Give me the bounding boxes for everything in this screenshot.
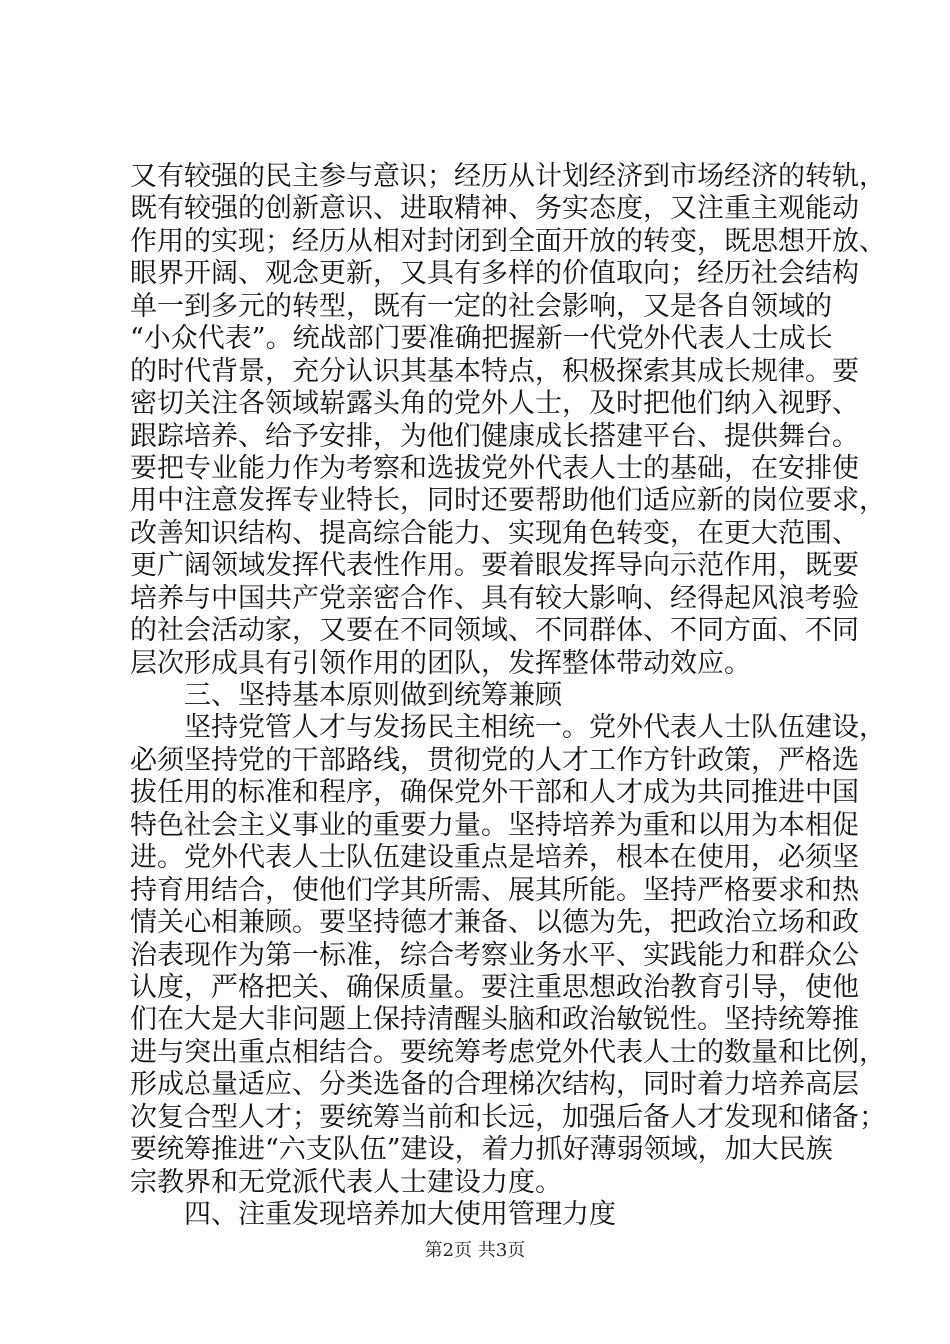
body-text-line: 的时代背景，充分认识其基本特点，积极探索其成长规律。要 bbox=[130, 356, 859, 387]
body-text-line: 情关心相兼顾。要坚持德才兼备、以德为先，把政治立场和政 bbox=[130, 907, 859, 938]
body-text-line: 治表现作为第一标准，综合考察业务水平、实践能力和群众公 bbox=[130, 940, 859, 971]
body-text-line: 又有较强的民主参与意识；经历从计划经济到市场经济的转轨， bbox=[130, 161, 886, 192]
body-text-line: “小众代表”。统战部门要准确把握新一代党外代表人士成长 bbox=[130, 323, 833, 354]
body-text-line: 次复合型人才；要统筹当前和长远，加强后备人才发现和储备； bbox=[130, 1102, 886, 1133]
body-text-line: 的社会活动家，又要在不同领域、不同群体、不同方面、不同 bbox=[130, 615, 859, 646]
body-text-line: 要把专业能力作为考察和选拔党外代表人士的基础，在安排使 bbox=[130, 453, 859, 484]
body-text-line: 宗教界和无党派代表人士建设力度。 bbox=[130, 1167, 562, 1198]
body-text-line: 眼界开阔、观念更新，又具有多样的价值取向；经历社会结构 bbox=[130, 258, 859, 289]
body-text-line: 单一到多元的转型，既有一定的社会影响，又是各自领域的 bbox=[130, 291, 832, 322]
body-text-line: 跟踪培养、给予安排，为他们健康成长搭建平台、提供舞台。 bbox=[130, 421, 859, 452]
body-text-line: 认度，严格把关、确保质量。要注重思想政治教育引导，使他 bbox=[130, 972, 859, 1003]
page-footer: 第2页 共3页 bbox=[424, 1240, 526, 1261]
section-heading: 四、注重发现培养加大使用管理力度 bbox=[184, 1199, 616, 1230]
body-text-line: 进与突出重点相结合。要统筹考虑党外代表人士的数量和比例， bbox=[130, 1037, 886, 1068]
paragraph-first-line: 坚持党管人才与发扬民主相统一。党外代表人士队伍建设， bbox=[184, 712, 886, 743]
body-text-line: 要统筹推进“六支队伍”建设，着力抓好薄弱领域，加大民族 bbox=[130, 1134, 833, 1165]
body-text-line: 培养与中国共产党亲密合作、具有较大影响、经得起风浪考验 bbox=[130, 583, 859, 614]
body-text-line: 层次形成具有引领作用的团队，发挥整体带动效应。 bbox=[130, 648, 751, 679]
body-text-line: 用中注意发挥专业特长，同时还要帮助他们适应新的岗位要求， bbox=[130, 485, 886, 516]
body-text-line: 持育用结合，使他们学其所需、展其所能。坚持严格要求和热 bbox=[130, 875, 859, 906]
body-text-line: 拔任用的标准和程序，确保党外干部和人才成为共同推进中国 bbox=[130, 777, 859, 808]
body-text-line: 改善知识结构、提高综合能力、实现角色转变，在更大范围、 bbox=[130, 518, 859, 549]
body-text-line: 作用的实现；经历从相对封闭到全面开放的转变，既思想开放、 bbox=[130, 226, 886, 257]
body-text-line: 形成总量适应、分类选备的合理梯次结构，同时着力培养高层 bbox=[130, 1069, 859, 1100]
section-heading: 三、坚持基本原则做到统筹兼顾 bbox=[184, 680, 562, 711]
body-text-line: 们在大是大非问题上保持清醒头脑和政治敏锐性。坚持统筹推 bbox=[130, 1004, 859, 1035]
body-text-line: 特色社会主义事业的重要力量。坚持培养为重和以用为本相促 bbox=[130, 810, 859, 841]
body-text-line: 更广阔领域发挥代表性作用。要着眼发挥导向示范作用，既要 bbox=[130, 550, 859, 581]
body-text-line: 必须坚持党的干部路线，贯彻党的人才工作方针政策，严格选 bbox=[130, 745, 859, 776]
body-text-line: 进。党外代表人士队伍建设重点是培养，根本在使用，必须坚 bbox=[130, 842, 859, 873]
body-text-line: 密切关注各领域崭露头角的党外人士，及时把他们纳入视野、 bbox=[130, 388, 859, 419]
body-text-line: 既有较强的创新意识、进取精神、务实态度，又注重主观能动 bbox=[130, 193, 859, 224]
